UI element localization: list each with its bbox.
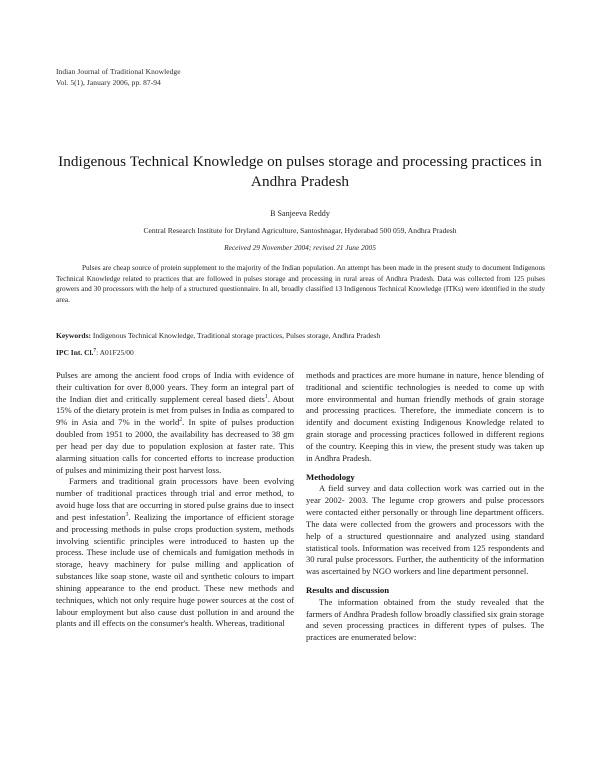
- keywords-label: Keywords:: [56, 331, 91, 340]
- citation-marker-2: 2: [179, 417, 183, 424]
- running-head: [56, 66, 181, 89]
- body-columns: [56, 370, 545, 750]
- page-title: Indigenous Technical Knowledge on pulses storage and processing practices in Andhra Pradesh: [58, 153, 542, 191]
- paragraph-results: The information obtained from the study revealed that the farmers of Andhra Pradesh follow broadly classified six grain storage and seven processing practices in different types of pulses. The practices are enumerated below:: [306, 596, 544, 643]
- heading-methodology: Methodology: [306, 471, 355, 482]
- keywords-value: Indigenous Technical Knowledge, Traditional storage practices, Pulses storage, Andhra Pradesh: [92, 331, 381, 340]
- ipc-superscript: 7: [93, 347, 97, 354]
- received-date: Received 29 November 2004; revised 21 June 2005: [224, 243, 376, 252]
- ipc-label: IPC Int. Cl.: [56, 348, 94, 357]
- paragraph-traditional-part2: . Realizing the importance of efficient storage and processing methods in pulse crops production system, methods involving scientific principles were introduced to hasten up the process. These include use of chemicals and fumigation methods in storage, heavy machinery for pulse milling and application of substances like soap stone, waste oil and synthetic colours to impart shining appearance to the end product. These new methods and techniques, which not only require huge power sources at the cost of labour employment but also cause dust pollution in and around the plants and ill effects on the consumer's health. Whereas, traditional: [56, 511, 294, 629]
- citation-marker-1: 1: [264, 393, 268, 400]
- journal-issue: Vol. 5(1), January 2006, pp. 87-94: [56, 78, 161, 88]
- paragraph-traditional-part1: Farmers and traditional grain processors have been evolving number of traditional practices through trial and error method, to avoid huge loss that are occurring in stored pulse grains due to insect and pest infestation: [56, 476, 294, 522]
- abstract: Pulses are cheap source of protein supplement to the majority of the Indian population. An attempt has been made in the present study to document Indigenous Technical Knowledge related to practices that are followed in pulses storage and processing in rural areas of Andhra Pradesh. Data was collected from 125 pulses growers and 30 processors with the help of a structured questionnaire. In all, broadly classified 13 Indigenous Technical Knowledge (ITKs) were identified in the study area.: [56, 264, 545, 304]
- keywords-line: [56, 330, 545, 341]
- author-name: B Sanjeeva Reddy: [270, 209, 330, 218]
- ipc-line: [56, 347, 545, 358]
- paragraph-traditional-practices: [56, 476, 294, 630]
- paragraph-intro-part2: . About 15% of the dietary protein is met from pulses in India as compared to 9% in Asia and 7% in the world: [56, 393, 294, 428]
- author-affiliation: Central Research Institute for Dryland Agriculture, Santoshnagar, Hyderabad 500 059, Andhra Pradesh: [143, 225, 457, 235]
- right-column: [306, 370, 544, 750]
- paragraph-methodology: A field survey and data collection work was carried out in the year 2002- 2003. The legume crop growers and pulse processors were contacted either personally or through line department officers. The data were collected from the growers and processors with the help of a structured questionnaire and analyzed using standard statistical tools. Information was received from 125 respondents and 30 rural pulse processors. Further, the authenticity of the information was ascertained by NGO workers and line department personnel.: [306, 483, 544, 577]
- author-block: [52, 208, 548, 236]
- left-column: [56, 370, 294, 750]
- ipc-value: : A01F25/00: [96, 348, 134, 357]
- paragraph-intro-part3: . In spite of pulses production doubled from 1951 to 2000, the availability has decreased to 38 gm per head per day due to population explosion at faster rate. This alarming situation calls for concerted efforts to increase production of pulses and minimizing their post harvest loss.: [56, 417, 294, 475]
- heading-results-discussion: Results and discussion: [306, 584, 390, 595]
- paragraph-intro: [56, 370, 294, 476]
- title-block: [52, 152, 548, 192]
- journal-name: Indian Journal of Traditional Knowledge: [56, 67, 181, 76]
- paragraph-continued: methods and practices are more humane in nature, hence blending of traditional and scientific technologies is needed to come up with more environmental and human friendly methods of grain storage and processing practices. Therefore, the immediate concern is to identify and document existing Indigenous Knowledge related to grain storage and processing practices followed in different regions of the country. Keeping this in view, the present study was taken up in Andhra Pradesh.: [306, 370, 544, 463]
- citation-marker-3: 3: [125, 512, 129, 519]
- paragraph-intro-part1: Pulses are among the ancient food crops of India with evidence of their cultivation for over 8,000 years. They form an integral part of the Indian diet and critically supplement cereal based diets: [56, 370, 294, 404]
